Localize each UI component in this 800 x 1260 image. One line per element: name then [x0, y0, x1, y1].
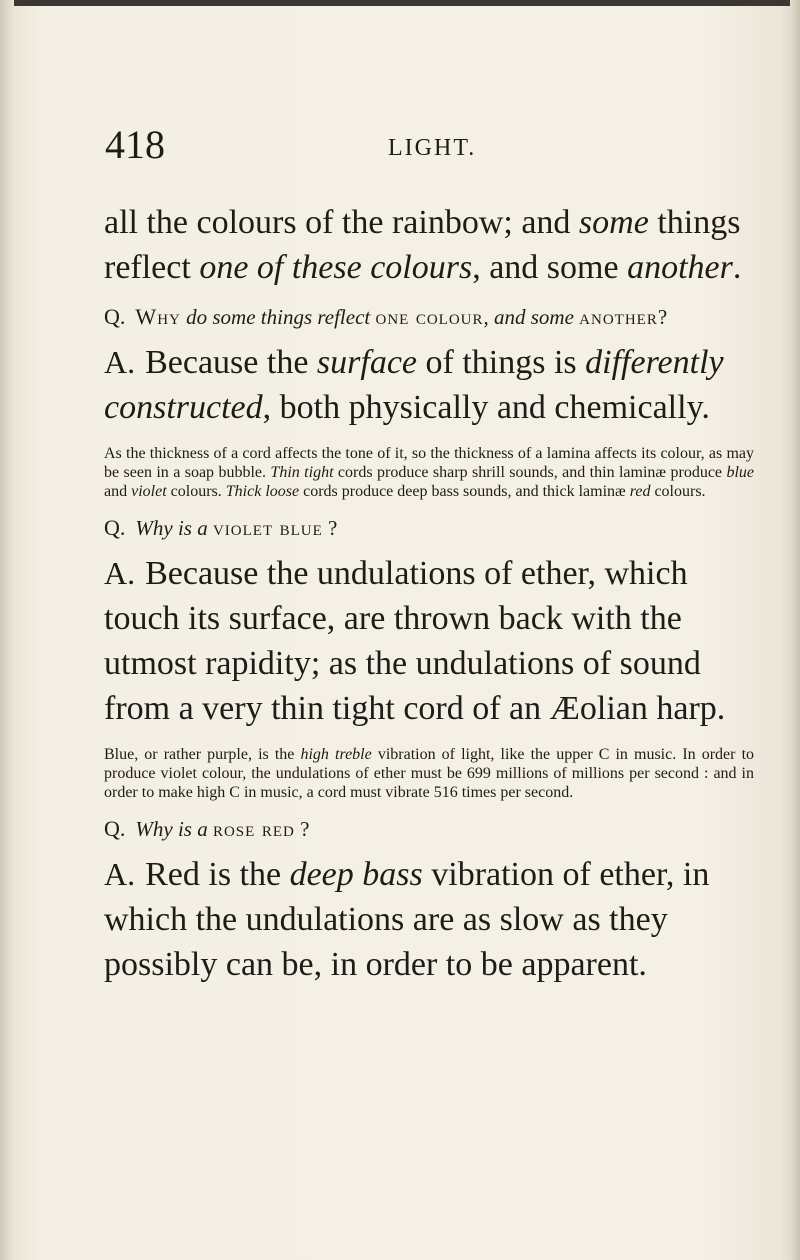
question-marker: Q. [104, 816, 126, 841]
paragraph-continuation: all the colours of the rainbow; and some things reflect one of these colours, and some another. [104, 204, 742, 286]
answer-marker: A. [104, 344, 136, 380]
answer-marker: A. [104, 555, 136, 591]
question-one: Q. Why do some things reflect one colour, and some another? [104, 304, 668, 329]
page-number: 418 [105, 122, 165, 167]
question-two: Q. Why is a violet blue ? [104, 515, 338, 540]
answer-two: A. Because the undulations of ether, which touch its surface, are thrown back with the utmost rapidity; as the undulations of sound from a very thin tight cord of an Æolian harp. [104, 555, 726, 727]
page-content [104, 200, 754, 987]
right-page-edge [790, 0, 800, 1260]
page-header [105, 122, 685, 172]
question-three: Q. Why is a rose red ? [104, 816, 310, 841]
running-title: LIGHT. [388, 135, 477, 161]
answer-three: A. Red is the deep bass vibration of ether, in which the undulations are as slow as they possibly can be, in order to be apparent. [104, 856, 710, 983]
explanatory-note-two: Blue, or rather purple, is the high treble vibration of light, like the upper C in music. In order to produce violet colour, the undulations of ether must be 699 millions of millions per second : and in order to make high C in music, a cord must vibrate 516 times per second. [104, 746, 755, 801]
left-page-edge [0, 0, 14, 1260]
question-marker: Q. [104, 304, 126, 329]
answer-marker: A. [104, 856, 136, 892]
top-edge-rule [0, 0, 800, 6]
answer-one: A. Because the surface of things is differently constructed, both physically and chemically. [104, 344, 724, 426]
explanatory-note-one: As the thickness of a cord affects the tone of it, so the thickness of a lamina affects its colour, as may be seen in a soap bubble. Thin tight cords produce sharp shrill sounds, and thin laminæ produce blue and violet colours. Thick loose cords produce deep bass sounds, and thick laminæ red colours. [104, 445, 754, 500]
question-marker: Q. [104, 515, 126, 540]
